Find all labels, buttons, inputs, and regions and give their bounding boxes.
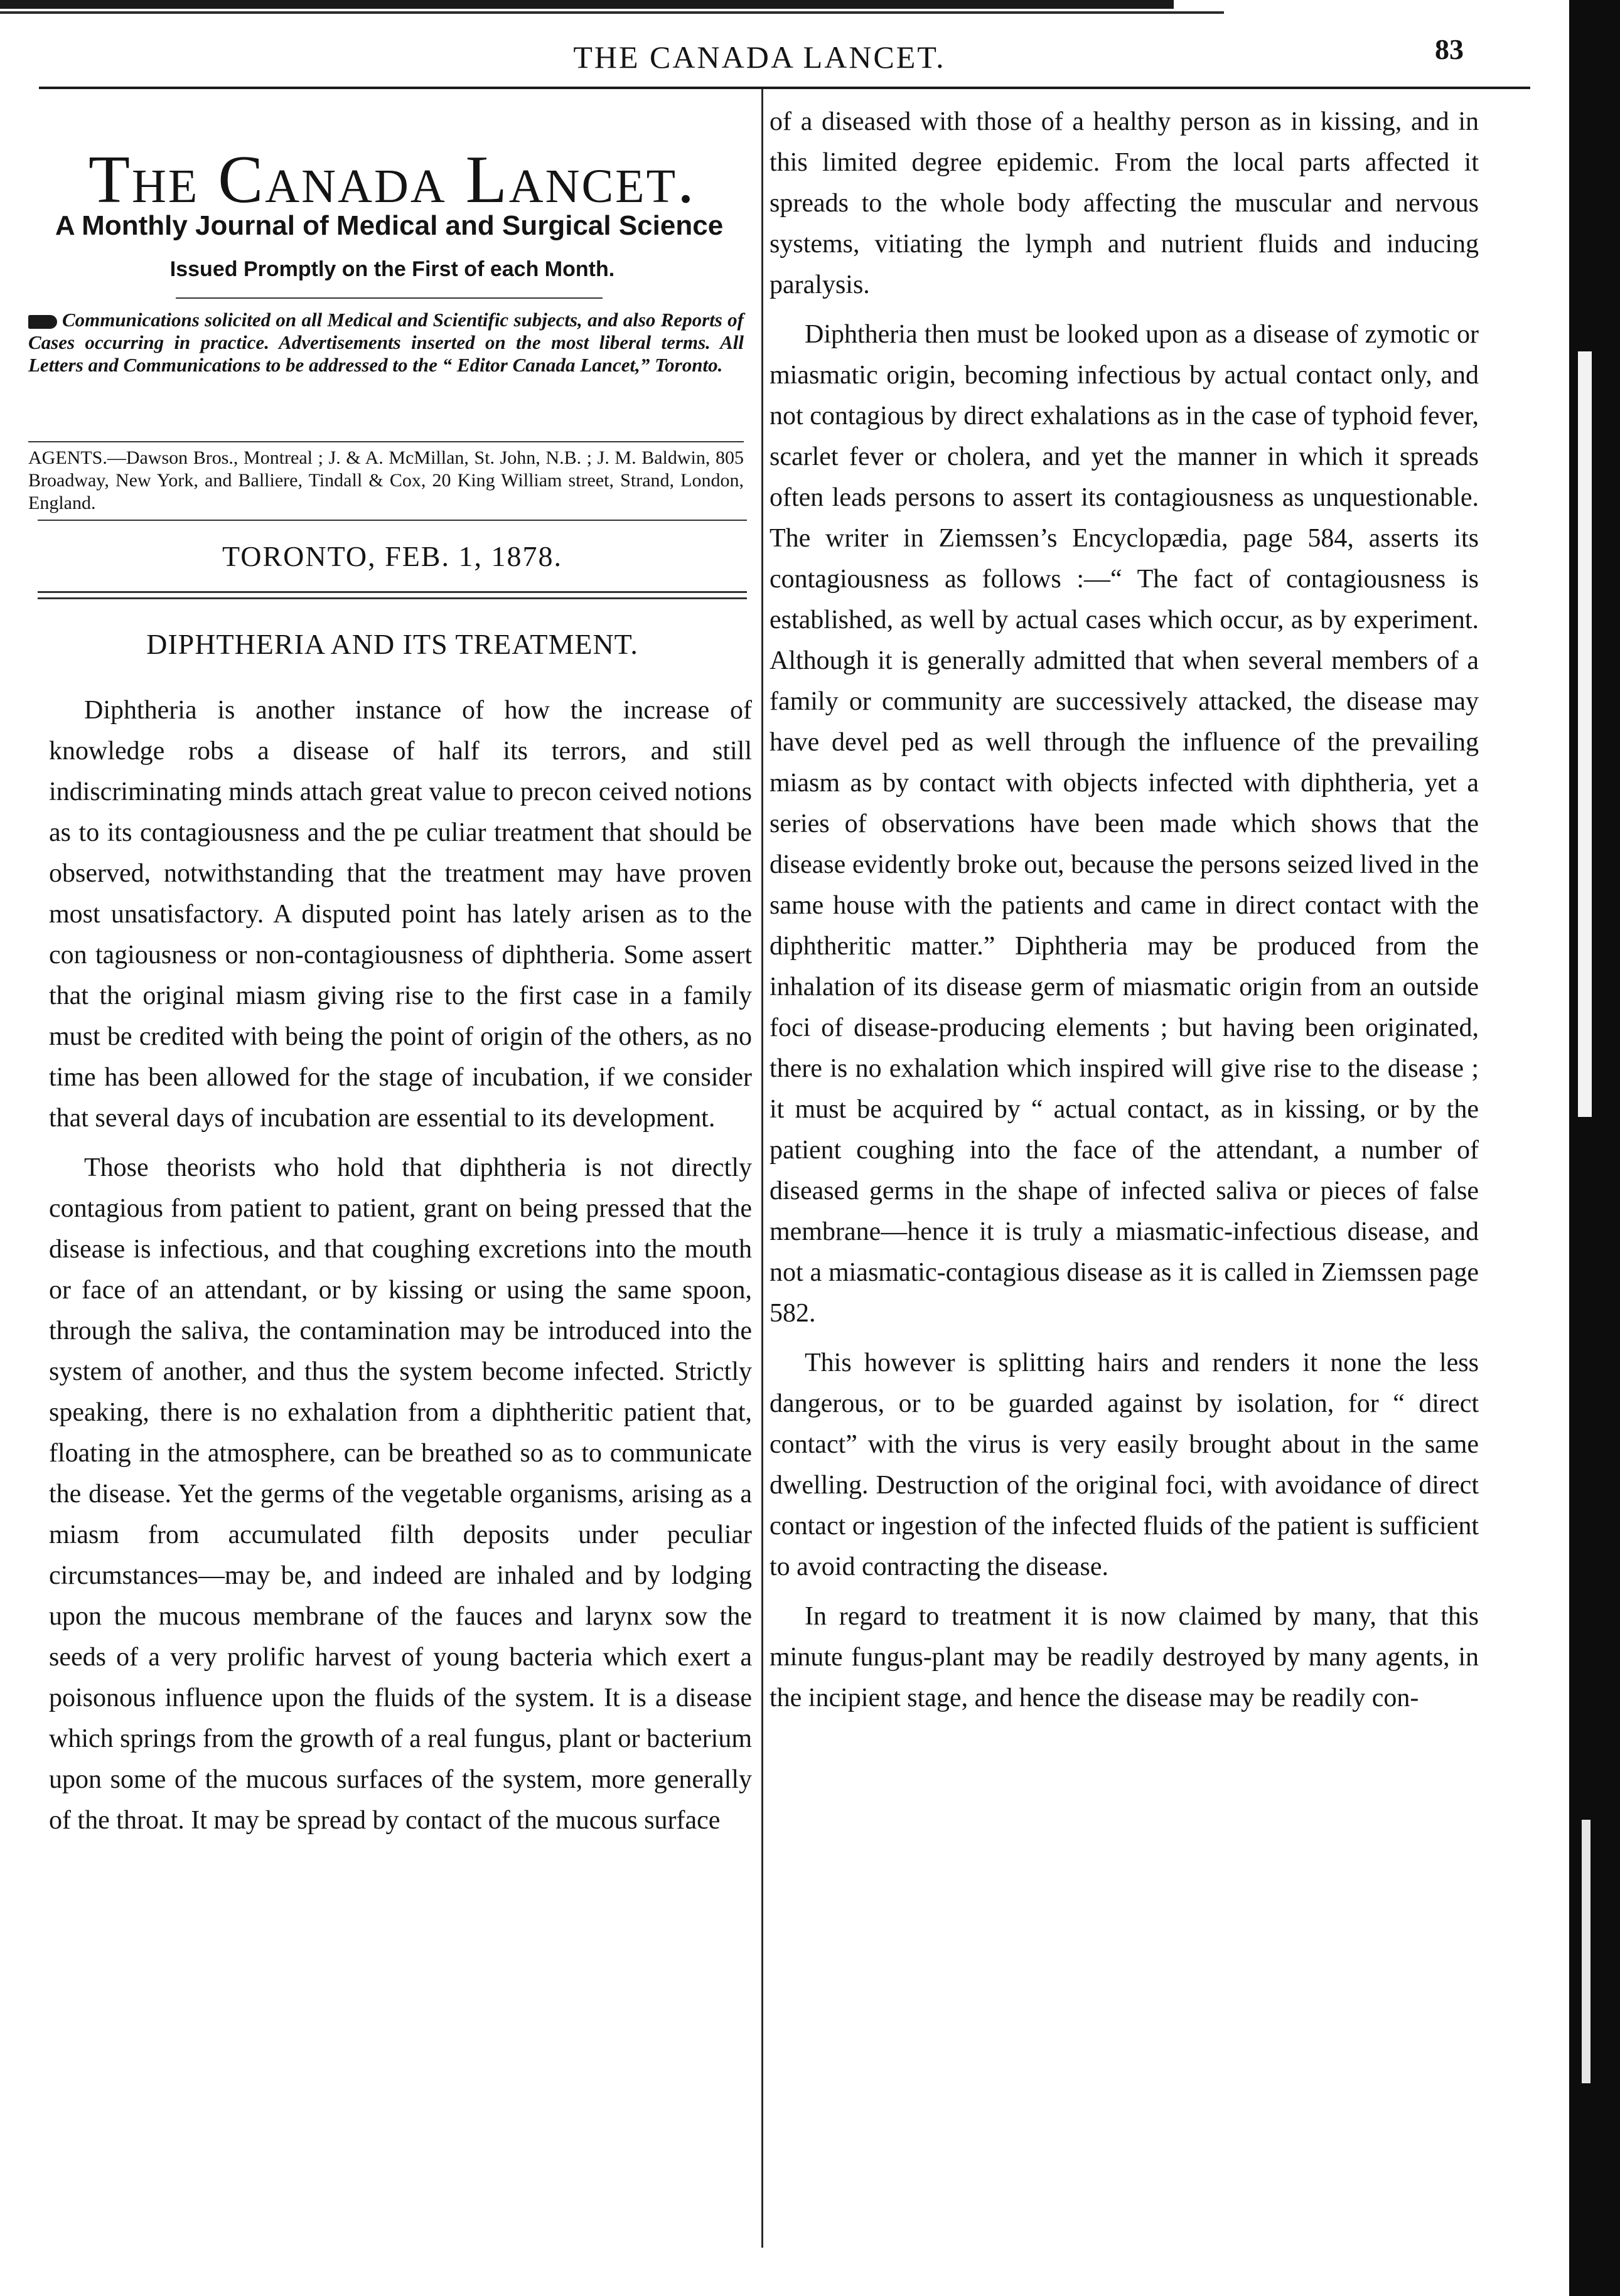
- page-number: 83: [1435, 33, 1464, 65]
- pointing-hand-icon: [28, 315, 57, 329]
- paragraph: Diphtheria then must be looked upon as a disease of zymotic or miasmatic origin, becoming infectious by actual contact only, and not contagious by direct exhalations as in the case of typhoid fever, scarlet fever or cholera, and yet the manner in which it spreads often leads persons to assert its contagiousness as unquestionable. The writer in Ziemssen’s Encyclopædia, page 584, asserts its contagiousness as follows :—“ The fact of contagiousness is established, as well by actual cases which occur, as by experiment. Although it is generally admitted that when several members of a family or community are successively attacked, the disease may have devel ped as well through the influence of the prevailing miasm as by contact with objects infected with diphtheria, yet a series of observations have been made which shows that the disease evidently broke out, because the persons seized lived in the same house with the patients and came in direct contact with the diphtheritic matter.” Diphtheria may be produced from the inhalation of its disease germ of miasmatic origin from an outside foci of disease-producing elements ; but having been originated, there is no exhalation which inspired will give rise to the disease ; it must be acquired by “ actual contact, as in kissing, or by the patient coughing into the face of the attendant, a number of diseased germs in the shape of infected saliva or pieces of false membrane—hence it is truly a miasmatic-infectious disease, and not a miasmatic-contagious disease as it is called in Ziemssen page 582.: [770, 320, 1479, 1328]
- masthead-issued-line: Issued Promptly on the First of each Month.: [169, 257, 615, 281]
- paragraph: Those theorists who hold that diphtheria is not directly contagious from patient to patient, grant on being pressed that the disease is infectious, and that coughing excretions into the mouth or face of an attendant, or by kissing or using the same spoon, through the saliva, the contamination may be introduced into the system of another, and thus the system become infected. Strictly speaking, there is no exhalation from a diphtheritic patient that, floating in the atmosphere, can be breathed so as to communicate the disease. Yet the germs of the vegetable organisms, arising as a miasm from accumulated filth deposits under peculiar circumstances—may be, and indeed are inhaled and by lodging upon the mucous membrane of the fauces and larynx sow the seeds of a very prolific harvest of young bacteria which exert a poisonous influence upon the fluids of the system. It is a disease which springs from the growth of a real fungus, plant or bacterium upon some of the mucous surfaces of the system, more generally of the throat. It may be spread by contact of the mucous surface: [49, 1153, 752, 1835]
- scan-edge-top: [0, 0, 1174, 9]
- running-head: THE CANADA LANCET.: [573, 40, 946, 75]
- scan-edge-right: [1569, 0, 1620, 2296]
- masthead-title: The Canada Lancet.: [88, 142, 697, 217]
- editorial-notice: [28, 309, 744, 376]
- scan-edge-right-highlight: [1578, 351, 1592, 1117]
- dateline: TORONTO, FEB. 1, 1878.: [222, 540, 562, 572]
- dateline-rule-lower: [38, 597, 747, 599]
- agents-list: AGENTS.—Dawson Bros., Montreal ; J. & A. McMillan, St. John, N.B. ; J. M. Baldwin, 805 Broadway, New York, and Balliere, Tindall & Cox, 20 King William street, Strand, London, England.: [28, 447, 744, 513]
- paragraph: This however is splitting hairs and renders it none the less dangerous, or to be guarded against by isolation, for “ direct contact” with the virus is very easily brought about in the same dwelling. Destruction of the original foci, with avoidance of direct contact or ingestion of the infected fluids of the patient is sufficient to avoid contracting the disease.: [770, 1348, 1479, 1581]
- article-title: DIPHTHERIA AND ITS TREATMENT.: [146, 628, 638, 660]
- scan-edge-right-highlight-lower: [1582, 1820, 1590, 2083]
- right-column: [770, 102, 1479, 1719]
- left-column: [49, 690, 752, 1841]
- header-rule: [39, 87, 1530, 89]
- masthead-rule: [176, 297, 603, 299]
- masthead-subtitle: A Monthly Journal of Medical and Surgical Science: [55, 210, 724, 241]
- paragraph: Diphtheria is another instance of how the increase of knowledge robs a disease of half its terrors, and still indiscriminating minds attach great value to precon ceived notions as to its contagiousness and the pe culiar treatment that should be observed, notwithstanding that the treatment may have proven most unsatisfactory. A disputed point has lately arisen as to the con tagiousness or non-contagiousness of diphtheria. Some assert that the original miasm giving rise to the first case in a family must be credited with being the point of origin of the others, as no time has been allowed for the stage of incubation, if we consider that several days of incubation are essential to its development.: [49, 696, 752, 1133]
- scan-edge-top-line: [0, 11, 1224, 14]
- column-divider: [761, 89, 763, 2248]
- paragraph: In regard to treatment it is now claimed by many, that this minute fungus-plant may be readily destroyed by many agents, in the incipient stage, and hence the disease may be readily con-: [770, 1602, 1479, 1712]
- paragraph: of a diseased with those of a healthy person as in kissing, and in this limited degree epidemic. From the local parts affected it spreads to the whole body affecting the muscular and nervous systems, vitiating the lymph and nutrient fluids and inducing paralysis.: [770, 107, 1479, 299]
- agents-rule: [38, 520, 747, 521]
- dateline-rule-upper: [38, 591, 747, 593]
- editorial-notice-text: Communications solicited on all Medical and Scientific subjects, and also Reports of Cases occurring in practice. Advertisements inserted on the most liberal terms. All Letters and Communications to be addressed to the “ Editor Canada Lancet,” Toronto.: [28, 309, 744, 376]
- notice-rule: [28, 441, 744, 442]
